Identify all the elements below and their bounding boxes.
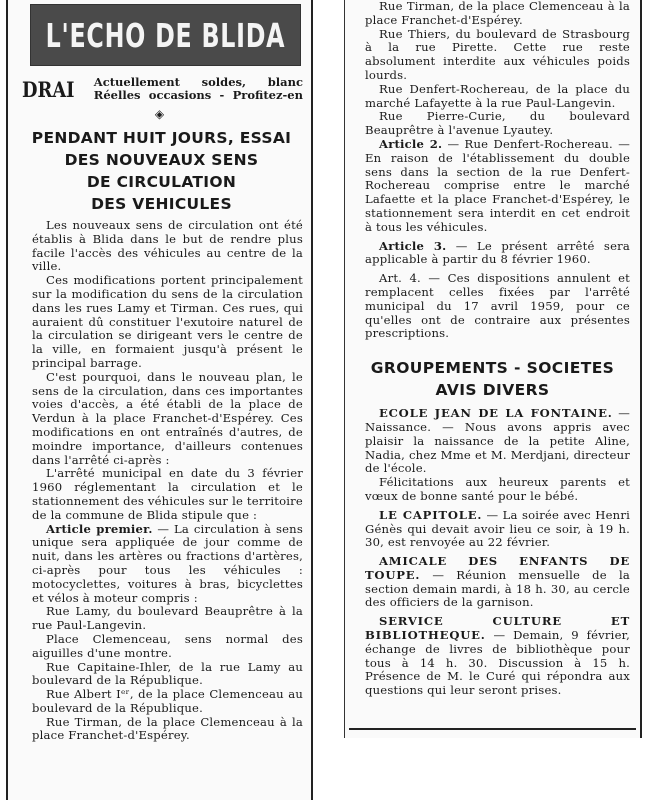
ornament-diamond-icon: ◈: [154, 107, 165, 121]
headline-line: PENDANT HUIT JOURS, ESSAI: [31, 129, 292, 147]
advert-text: -: [219, 88, 225, 102]
notice-title: LE CAPITOLE.: [379, 507, 483, 522]
article-3-label: Article 3.: [379, 238, 447, 253]
masthead-title: L'ECHO DE BLIDA: [45, 15, 286, 55]
section-heading: [353, 357, 632, 401]
advert-brand: DRAI: [22, 76, 75, 102]
notice-text: — Demain, 9 février, échange de livres de bibliothèque pour tous à 14 h. 30. Discussion à 15 h. Présence de M. le Curé qui répondra aux questions qui leur seront prises.: [365, 628, 630, 698]
street-rule: Rue Albert Iᵉʳ, de la place Clemenceau au boulevard de la République.: [32, 687, 303, 715]
notice-text: — Réunion mensuelle de la section demain mardi, à 18 h. 30, au cercle des officiers de la garnison.: [365, 567, 630, 610]
notice-title: AMICALE DES ENFANTS DE TOUPE.: [365, 554, 630, 582]
masthead-banner: [30, 4, 301, 66]
bottom-rule: [349, 728, 636, 730]
article-2-text: — Rue Denfert-Rochereau. —En raison de l'établissement du double sens dans la section de la rue Denfert-Rochereau comprise entre le marché Lafaette et la place Franchet-d'Espérey, le stationnement sera interdit en cet endroit à tous les véhicules.: [365, 136, 630, 234]
notice: [365, 615, 630, 698]
notice: [365, 509, 630, 550]
advert-text: Profitez-en: [232, 88, 303, 102]
street-rule: Place Clemenceau, sens normal des aiguilles d'une montre.: [32, 631, 303, 660]
notice-extra: Félicitations aux heureux parents et vœux de bonne santé pour le bébé.: [365, 475, 630, 503]
article-2-label: Article 2.: [379, 136, 443, 151]
right-column: [344, 0, 642, 738]
drai-advert: [22, 76, 303, 102]
street-rule: Rue Pierre-Curie, du boulevard Beauprêtre à l'avenue Lyautey.: [365, 109, 630, 138]
article-4-label: Art. 4.: [379, 271, 421, 286]
article-2: [365, 138, 630, 235]
advert-text: Réelles: [93, 88, 141, 102]
article-headline: [20, 127, 303, 215]
notice: [365, 407, 630, 476]
article-3: [365, 240, 630, 268]
article-4-text: — Ces dispositions annulent et remplacent celles fixées par l'arrêté municipal du 17 avril 1959, pour ce qu'elles ont de contraire aux présentes prescriptions.: [365, 271, 630, 341]
advert-text: soldes,: [201, 75, 247, 89]
article-body-left: [32, 219, 303, 743]
headline-line: DES NOUVEAUX SENS: [64, 151, 259, 169]
article-1-label: Article premier.: [46, 521, 153, 536]
street-rule: Rue Capitaine-Ihler, de la rue Lamy au boulevard de la République.: [32, 659, 303, 688]
article-1-text: — La circulation à sens unique sera appliquée de jour comme de nuit, dans les artères ou fractions d'artères, ci-après pour tous les véhicules : motocyclettes, voitures à bras, bicyclettes et vélos à moteur compris :: [32, 521, 303, 605]
left-column: [6, 0, 313, 800]
notice-text: — La soirée avec Henri Génès qui devait avoir lieu ce soir, à 19 h. 30, est renvoyée au 22 février.: [365, 507, 631, 550]
street-rule: Rue Denfert-Rochereau, de la place du marché Lafayette à la rue Paul-Langevin.: [365, 81, 630, 110]
street-rule: Rue Thiers, du boulevard de Strasbourg à la rue Pirette. Cette rue reste absolument interdite aux véhicules poids lourds.: [365, 26, 630, 82]
advert-text: Actuellement: [93, 75, 180, 89]
paragraph: L'arrêté municipal en date du 3 février 1960 réglementant la circulation et le stationnement des véhicules sur le territoire de la commune de Blida stipule que :: [32, 466, 303, 522]
article-1: [32, 523, 303, 606]
article-4: [365, 272, 630, 341]
notice-title: ECOLE JEAN DE LA FONTAINE.: [379, 406, 613, 421]
article-body-right: [365, 0, 630, 341]
article-3-text: — Le présent arrêté sera applicable à partir du 8 février 1960.: [365, 238, 630, 267]
advert-text: occasions: [148, 88, 212, 102]
headline-line: DE CIRCULATION: [86, 173, 237, 191]
section-title: GROUPEMENTS - SOCIETES: [370, 359, 615, 378]
street-rule: Rue Tirman, de la place Clemenceau à la place Franchet-d'Espérey.: [32, 714, 303, 743]
notice-title: SERVICE CULTURE ET BIBLIOTHEQUE.: [365, 614, 630, 643]
notice: [365, 555, 630, 610]
paragraph: Ces modifications portent principalement sur la modification du sens de la circulation dans les rues Lamy et Tirman. Ces rues, qui auraient dû constituer l'exutoire naturel de la circulation se dirigeant vers le centre de la ville, en formaient jusqu'à présent le principal barrage.: [32, 273, 303, 370]
notices-body: [365, 407, 630, 698]
headline-line: DES VEHICULES: [91, 195, 232, 213]
paragraph: Les nouveaux sens de circulation ont été établis à Blida dans le but de rendre plus facile l'accès des véhicules au centre de la ville.: [32, 218, 303, 274]
section-subtitle: AVIS DIVERS: [435, 381, 550, 400]
street-rule: Rue Tirman, de la place Clemenceau à la place Franchet-d'Espérey.: [365, 0, 630, 27]
street-rule: Rue Lamy, du boulevard Beauprêtre à la rue Paul-Langevin.: [32, 604, 303, 633]
paragraph: C'est pourquoi, dans le nouveau plan, le sens de la circulation, dans ces importantes voies d'accès, a été établi de la place de Verdun à la place Franchet-d'Espérey. Ces modifications en ont entraînés d'autres, de moindre importance, d'ailleurs contenues dans l'arrêté ci-après :: [32, 369, 303, 467]
advert-text: blanc: [267, 75, 303, 89]
notice-text: — Naissance. — Nous avons appris avec plaisir la naissance de la petite Aline, Nadia, chez Mme et M. Merdjani, directeur de l'école.: [365, 406, 630, 476]
